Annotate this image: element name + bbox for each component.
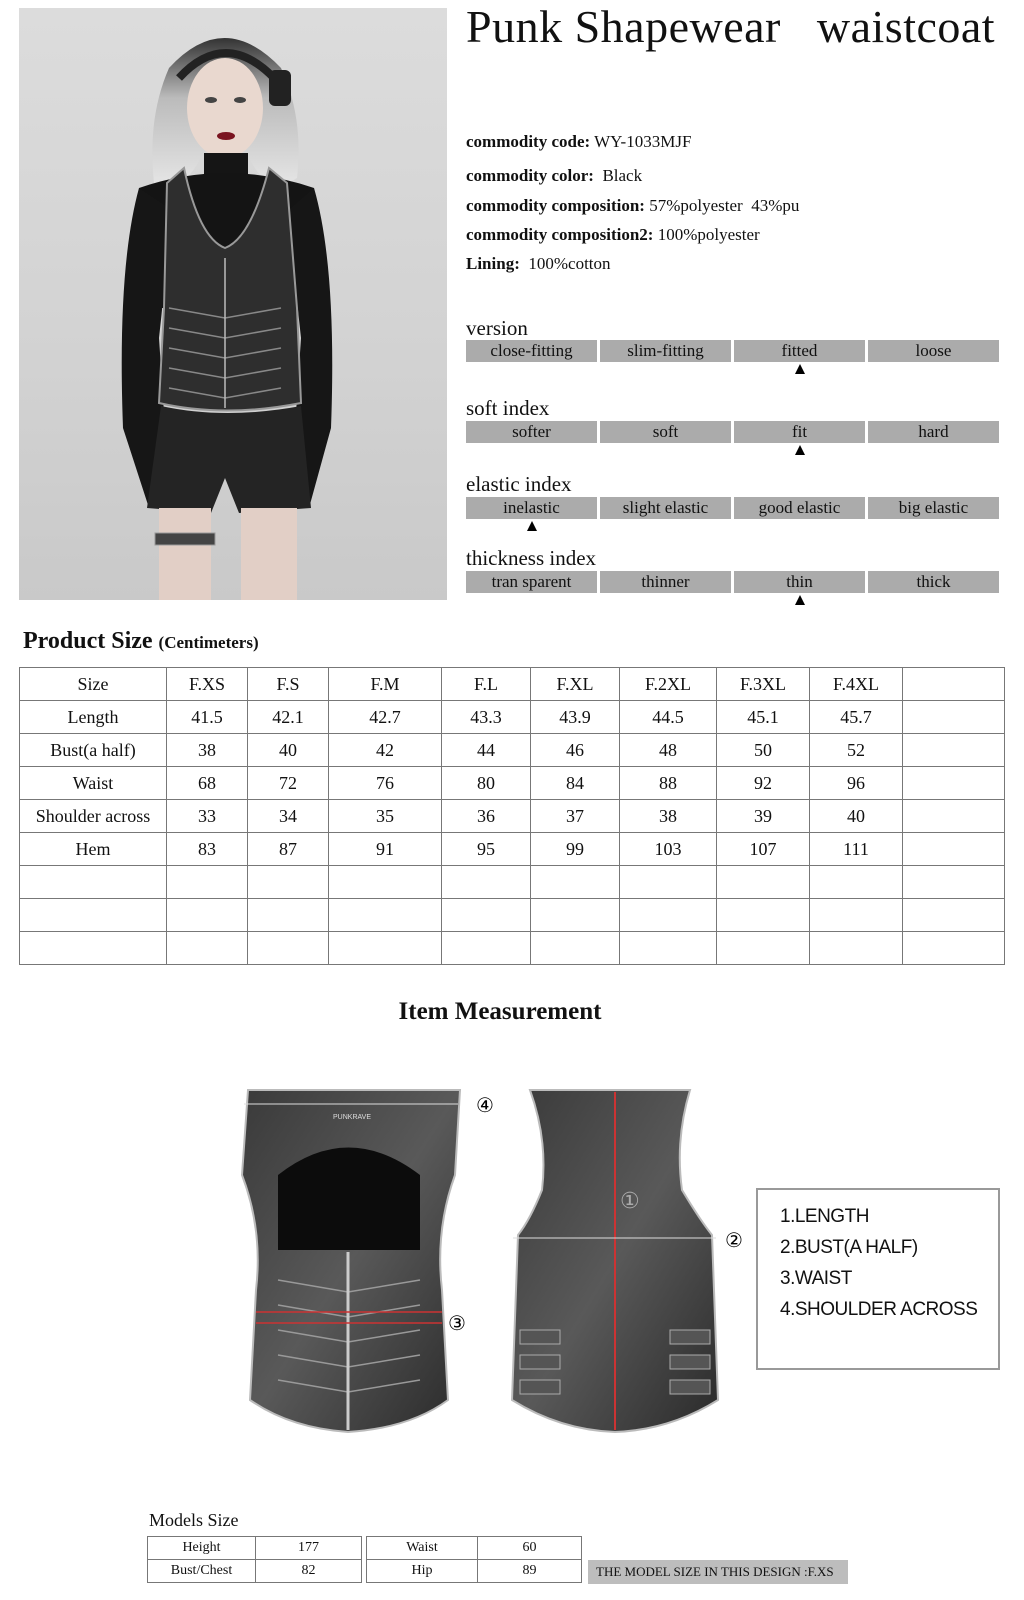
spec-lining: Lining: 100%cotton [466, 254, 611, 273]
table-cell [329, 899, 442, 932]
table-cell [20, 899, 167, 932]
table-cell: 83 [167, 833, 248, 866]
table-cell [620, 932, 717, 965]
table-row [20, 800, 1005, 833]
table-cell: 68 [167, 767, 248, 800]
table-cell: 43.9 [531, 701, 620, 734]
table-cell [20, 932, 167, 965]
table-cell [442, 899, 531, 932]
models-size-table-right [366, 1536, 582, 1583]
table-cell: 48 [620, 734, 717, 767]
index-title-2: elastic index [466, 472, 572, 496]
table-cell: F.XS [167, 668, 248, 701]
table-cell [620, 866, 717, 899]
measurement-legend [756, 1188, 1000, 1370]
table-cell [903, 734, 1005, 767]
index-option [600, 340, 731, 362]
table-cell [903, 899, 1005, 932]
model-hip-value: 89 [478, 1560, 582, 1583]
index-title-1: soft index [466, 396, 550, 420]
index-option [466, 497, 597, 519]
index-scale-3 [466, 571, 999, 593]
index-option-label: thinner [641, 572, 690, 591]
table-cell: 43.3 [442, 701, 531, 734]
models-size-title: Models Size [149, 1510, 239, 1530]
table-cell [717, 899, 810, 932]
table-cell: 45.1 [717, 701, 810, 734]
table-cell: 103 [620, 833, 717, 866]
index-option-label: fitted [781, 341, 818, 360]
table-cell: F.2XL [620, 668, 717, 701]
legend-bust: 2.BUST(A HALF) [780, 1237, 918, 1258]
table-cell [810, 899, 903, 932]
table-cell [531, 899, 620, 932]
index-option [600, 421, 731, 443]
table-cell: Size [20, 668, 167, 701]
table-cell: Shoulder across [20, 800, 167, 833]
table-cell: 76 [329, 767, 442, 800]
table-cell [167, 866, 248, 899]
table-cell: 35 [329, 800, 442, 833]
table-cell: 50 [717, 734, 810, 767]
table-cell [248, 932, 329, 965]
table-cell [531, 932, 620, 965]
index-option [868, 340, 999, 362]
models-size-table-left [147, 1536, 362, 1583]
model-wearing-waistcoat-image [19, 8, 447, 600]
index-option [734, 421, 865, 443]
table-cell: F.3XL [717, 668, 810, 701]
table-row [20, 899, 1005, 932]
product-photo [19, 8, 447, 600]
index-scale-0 [466, 340, 999, 362]
index-option-label: tran sparent [491, 572, 572, 591]
table-cell: F.S [248, 668, 329, 701]
table-cell: 46 [531, 734, 620, 767]
table-cell [717, 932, 810, 965]
index-option [868, 421, 999, 443]
table-cell: 40 [810, 800, 903, 833]
table-cell [248, 899, 329, 932]
index-scale-2 [466, 497, 999, 519]
table-cell [620, 899, 717, 932]
model-height-value: 177 [256, 1537, 362, 1560]
item-measurement-title: Item Measurement [398, 998, 602, 1025]
table-row [20, 932, 1005, 965]
table-cell: 38 [620, 800, 717, 833]
table-cell: 40 [248, 734, 329, 767]
table-cell: 80 [442, 767, 531, 800]
index-option [734, 497, 865, 519]
table-cell [248, 866, 329, 899]
size-table-header [20, 668, 1005, 701]
table-cell [329, 932, 442, 965]
size-table [19, 667, 1005, 965]
table-cell [442, 932, 531, 965]
index-option-label: hard [918, 422, 949, 441]
table-cell [167, 932, 248, 965]
index-option-label: close-fitting [490, 341, 573, 360]
selected-marker-icon [527, 521, 537, 531]
marker-2: ② [725, 1228, 743, 1252]
measurement-diagram [230, 1080, 760, 1455]
table-cell [810, 932, 903, 965]
index-option-label: slim-fitting [627, 341, 704, 360]
table-cell: Waist [20, 767, 167, 800]
table-cell: F.XL [531, 668, 620, 701]
brand-label: PUNKRAVE [333, 1114, 371, 1121]
selected-marker-icon [795, 364, 805, 374]
index-option-label: slight elastic [622, 498, 709, 517]
index-option [868, 497, 999, 519]
table-cell: 87 [248, 833, 329, 866]
table-cell [531, 866, 620, 899]
table-cell: Bust(a half) [20, 734, 167, 767]
table-cell [442, 866, 531, 899]
table-cell [903, 800, 1005, 833]
index-option-label: inelastic [503, 498, 560, 517]
index-option [600, 571, 731, 593]
index-option-label: fit [791, 422, 808, 441]
index-option-label: soft [652, 422, 679, 441]
table-cell: 34 [248, 800, 329, 833]
table-cell: 36 [442, 800, 531, 833]
table-cell: 99 [531, 833, 620, 866]
table-cell: 96 [810, 767, 903, 800]
index-option-label: good elastic [758, 498, 841, 517]
index-option [734, 340, 865, 362]
table-cell: 37 [531, 800, 620, 833]
model-bust-value: 82 [256, 1560, 362, 1583]
index-option [868, 571, 999, 593]
legend-length: 1.LENGTH [780, 1206, 869, 1227]
legend-shoulder: 4.SHOULDER ACROSS [780, 1299, 978, 1320]
marker-3: ③ [448, 1311, 466, 1335]
table-cell: 45.7 [810, 701, 903, 734]
model-size-note: THE MODEL SIZE IN THIS DESIGN :F.XS [588, 1560, 848, 1584]
table-cell: 111 [810, 833, 903, 866]
selected-marker-icon [795, 595, 805, 605]
index-title-3: thickness index [466, 546, 597, 570]
table-row [20, 866, 1005, 899]
index-option-label: big elastic [898, 498, 969, 517]
model-hip-label: Hip [367, 1560, 478, 1583]
table-cell [903, 833, 1005, 866]
table-cell: 84 [531, 767, 620, 800]
product-title: Punk Shapewear waistcoat [466, 1, 996, 52]
table-row [20, 833, 1005, 866]
table-cell: 42.1 [248, 701, 329, 734]
table-cell [903, 866, 1005, 899]
legend-waist: 3.WAIST [780, 1268, 852, 1289]
table-cell [810, 866, 903, 899]
spec-composition: commodity composition: 57%polyester 43%pu [466, 196, 800, 215]
table-row [20, 734, 1005, 767]
table-cell: 95 [442, 833, 531, 866]
index-option-label: thick [916, 572, 951, 591]
table-row [20, 701, 1005, 734]
table-cell: 72 [248, 767, 329, 800]
index-option-label: softer [512, 422, 551, 441]
model-waist-value: 60 [478, 1537, 582, 1560]
table-cell: 38 [167, 734, 248, 767]
table-cell: 42 [329, 734, 442, 767]
spec-commodity-color: commodity color: Black [466, 166, 643, 185]
index-option [466, 340, 597, 362]
table-cell [903, 701, 1005, 734]
table-cell: F.M [329, 668, 442, 701]
index-option [734, 571, 865, 593]
marker-4: ④ [476, 1093, 494, 1117]
index-title-0: version [466, 316, 528, 340]
index-option [466, 421, 597, 443]
table-cell: Length [20, 701, 167, 734]
table-cell: 39 [717, 800, 810, 833]
spec-commodity-code: commodity code: WY-1033MJF [466, 132, 692, 151]
model-height-label: Height [148, 1537, 256, 1560]
table-cell: 88 [620, 767, 717, 800]
spec-composition2: commodity composition2: 100%polyester [466, 225, 760, 244]
table-cell: 52 [810, 734, 903, 767]
model-bust-label: Bust/Chest [148, 1560, 256, 1583]
table-cell: F.4XL [810, 668, 903, 701]
index-option-label: loose [915, 341, 952, 360]
table-cell [329, 866, 442, 899]
table-cell: 92 [717, 767, 810, 800]
selected-marker-icon [795, 445, 805, 455]
table-row [20, 767, 1005, 800]
table-cell: 107 [717, 833, 810, 866]
index-option-label: thin [786, 572, 813, 591]
table-cell: 44.5 [620, 701, 717, 734]
marker-1: ① [620, 1189, 640, 1214]
table-cell: 91 [329, 833, 442, 866]
table-cell [903, 668, 1005, 701]
table-cell: F.L [442, 668, 531, 701]
table-cell [20, 866, 167, 899]
table-cell: 41.5 [167, 701, 248, 734]
table-cell: 42.7 [329, 701, 442, 734]
table-cell [903, 767, 1005, 800]
table-cell [717, 866, 810, 899]
vest-front-view [242, 1090, 460, 1432]
vest-back-view [512, 1090, 718, 1432]
table-cell: 33 [167, 800, 248, 833]
table-cell [167, 899, 248, 932]
index-scale-1 [466, 421, 999, 443]
index-option [466, 571, 597, 593]
table-cell [903, 932, 1005, 965]
table-cell: 44 [442, 734, 531, 767]
table-cell: Hem [20, 833, 167, 866]
index-option [600, 497, 731, 519]
product-size-title: Product Size (Centimeters) [23, 628, 259, 654]
model-waist-label: Waist [367, 1537, 478, 1560]
